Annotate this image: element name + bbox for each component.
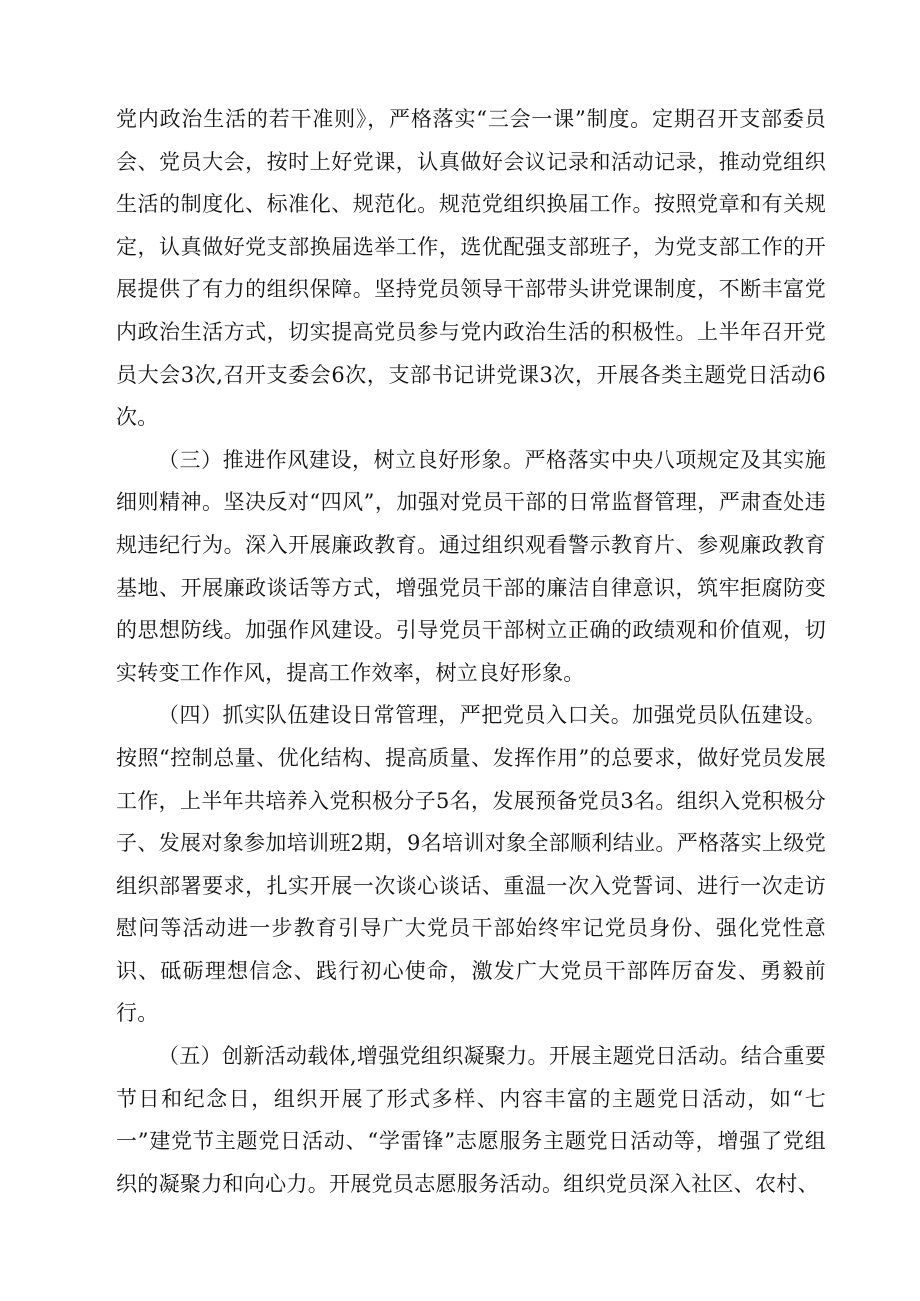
paragraph-continued: 党内政治生活的若干准则》，严格落实“三会一课”制度。定期召开支部委员会、党员大会，按时上好党课，认真做好会议记录和活动记录，推动党组织生活的制度化、标准化、规范化。规范党组织换届工作。按照党章和有关规定，认真做好党支部换届选举工作，选优配强支部班子，为党支部工作的开展提供了有力的组织保障。坚持党员领导干部带头讲党课制度，不断丰富党内政治生活方式，切实提高党员参与党内政治生活的积极性。上半年召开党员大会3次,召开支委会6次，支部书记讲党课3次，开展各类主题党日活动6次。: [116, 107, 826, 430]
paragraph-section-5: （五）创新活动载体,增强党组织凝聚力。开展主题党日活动。结合重要节日和纪念日，组织开展了形式多样、内容丰富的主题党日活动，如“七一”建党节主题党日活动、“学雷锋”志愿服务主题党日活动等，增强了党组织的凝聚力和向心力。开展党员志愿服务活动。组织党员深入社区、农村、: [116, 1044, 826, 1196]
paragraph-section-4: （四）抓实队伍建设日常管理，严把党员入口关。加强党员队伍建设。按照“控制总量、优化结构、提高质量、发挥作用”的总要求，做好党员发展工作，上半年共培养入党积极分子5名，发展预备党员3名。组织入党积极分子、发展对象参加培训班2期，9名培训对象全部顺利结业。严格落实上级党组织部署要求，扎实开展一次谈心谈话、重温一次入党誓词、进行一次走访慰问等活动进一步教育引导广大党员干部始终牢记党员身份、强化党性意识、砥砺理想信念、践行初心使命，激发广大党员干部阵厉奋发、勇毅前行。: [116, 703, 826, 1026]
document-body: [116, 98, 826, 1205]
paragraph-section-3: （三）推进作风建设，树立良好形象。严格落实中央八项规定及其实施细则精神。坚决反对“四风”，加强对党员干部的日常监督管理，严肃查处违规违纪行为。深入开展廉政教育。通过组织观看警示教育片、参观廉政教育基地、开展廉政谈话等方式，增强党员干部的廉洁自律意识，筑牢拒腐防变的思想防线。加强作风建设。引导党员干部树立正确的政绩观和价值观，切实转变工作作风，提高工作效率，树立良好形象。: [116, 447, 826, 685]
